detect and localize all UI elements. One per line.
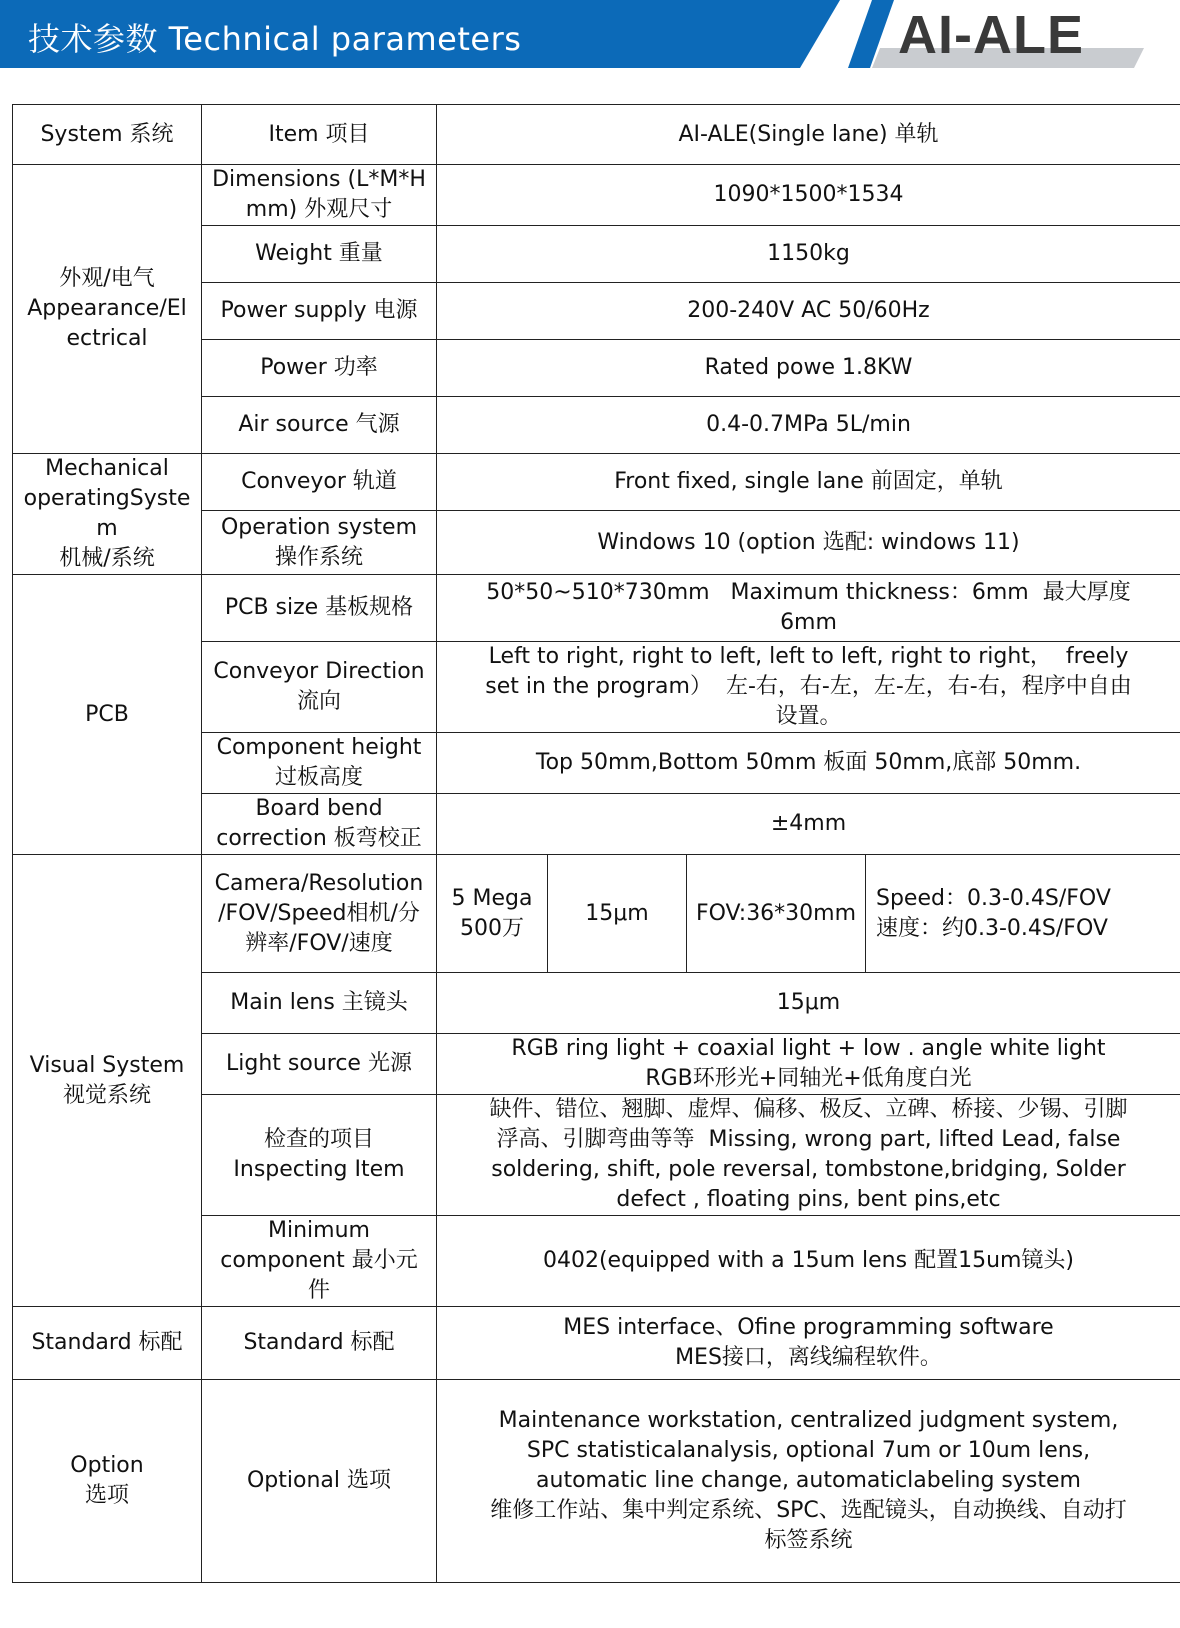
row-value: 0402(equipped with a 15um lens 配置15um镜头) <box>437 1216 1180 1307</box>
row-item: Conveyor Direction 流向 <box>202 642 437 733</box>
group-standard: Standard 标配 <box>13 1307 202 1380</box>
header-model: AI-ALE(Single lane) 单轨 <box>437 105 1180 165</box>
brand-logo: AI-ALE <box>898 5 1084 65</box>
row-item: Power supply 电源 <box>202 283 437 340</box>
row-item: Air source 气源 <box>202 397 437 454</box>
row-value: Maintenance workstation, centralized judgment system, SPC statisticalanalysis, optional 7um or 10um lens, automatic line change, automaticlabeling system 维修工作站、集中判定系统、SPC、选配镜头，自动换线、自动打 标签系统 <box>437 1380 1180 1583</box>
row-value: 15μm <box>437 973 1180 1034</box>
row-value: Left to right, right to left, left to left, right to right， freely set in the program） 左-右，右-左，左-左，右-右，程序中自由 设置。 <box>437 642 1180 733</box>
row-item: Weight 重量 <box>202 226 437 283</box>
row-value: MES interface、Ofine programming software MES接口，离线编程软件。 <box>437 1307 1180 1380</box>
row-item: Light source 光源 <box>202 1034 437 1095</box>
row-value: RGB ring light + coaxial light + low . angle white light RGB环形光+同轴光+低角度白光 <box>437 1034 1180 1095</box>
header-item: Item 项目 <box>202 105 437 165</box>
row-item: Minimum component 最小元 件 <box>202 1216 437 1307</box>
row-value: Windows 10 (option 选配: windows 11) <box>437 511 1180 575</box>
row-value: ±4mm <box>437 794 1180 855</box>
group-option: Option 选项 <box>13 1380 202 1583</box>
row-value: 1090*1500*1534 <box>437 165 1180 226</box>
row-value: Rated powe 1.8KW <box>437 340 1180 397</box>
table-row <box>13 454 1180 511</box>
row-value: 缺件、错位、翘脚、虚焊、偏移、极反、立碑、桥接、少锡、引脚 浮高、引脚弯曲等等 Missing, wrong part, lifted Lead, false soldering, shift, pole reversal, tombstone,bridging, Solder defect , floating pins, bent pins,etc <box>437 1095 1180 1216</box>
row-item: Component height 过板高度 <box>202 733 437 794</box>
row-item: Conveyor 轨道 <box>202 454 437 511</box>
group-pcb: PCB <box>13 575 202 855</box>
camera-pixels: 5 Mega 500万 <box>437 855 548 973</box>
row-item: Standard 标配 <box>202 1307 437 1380</box>
row-item: Main lens 主镜头 <box>202 973 437 1034</box>
header-title: 技术参数 Technical parameters <box>28 20 522 58</box>
table-row <box>13 855 1180 973</box>
row-value: Front fixed, single lane 前固定，单轨 <box>437 454 1180 511</box>
row-item: Camera/Resolution /FOV/Speed相机/分 辨率/FOV/速度 <box>202 855 437 973</box>
row-value: 200-240V AC 50/60Hz <box>437 283 1180 340</box>
table-row <box>13 165 1180 226</box>
row-item: 检查的项目 Inspecting Item <box>202 1095 437 1216</box>
row-item: Board bend correction 板弯校正 <box>202 794 437 855</box>
row-value: 1150kg <box>437 226 1180 283</box>
table-row <box>13 575 1180 642</box>
spec-table <box>12 104 1180 1583</box>
row-item: PCB size 基板规格 <box>202 575 437 642</box>
table-header-row <box>13 105 1180 165</box>
header-system: System 系统 <box>13 105 202 165</box>
row-value: 0.4-0.7MPa 5L/min <box>437 397 1180 454</box>
group-appearance: 外观/电气 Appearance/El ectrical <box>13 165 202 454</box>
table-row <box>13 1380 1180 1583</box>
row-item: Optional 选项 <box>202 1380 437 1583</box>
camera-fov: FOV:36*30mm <box>687 855 866 973</box>
group-mechanical: Mechanical operatingSyste m 机械/系统 <box>13 454 202 575</box>
camera-resolution: 15μm <box>548 855 687 973</box>
table-row <box>13 1307 1180 1380</box>
camera-speed: Speed：0.3-0.4S/FOV 速度：约0.3-0.4S/FOV <box>866 855 1180 973</box>
row-item: Operation system 操作系统 <box>202 511 437 575</box>
row-value: Top 50mm,Bottom 50mm 板面 50mm,底部 50mm. <box>437 733 1180 794</box>
group-visual: Visual System 视觉系统 <box>13 855 202 1307</box>
row-item: Dimensions (L*M*H mm) 外观尺寸 <box>202 165 437 226</box>
row-value: 50*50~510*730mm Maximum thickness：6mm 最大厚度 6mm <box>437 575 1180 642</box>
page-header <box>0 0 1180 70</box>
row-item: Power 功率 <box>202 340 437 397</box>
